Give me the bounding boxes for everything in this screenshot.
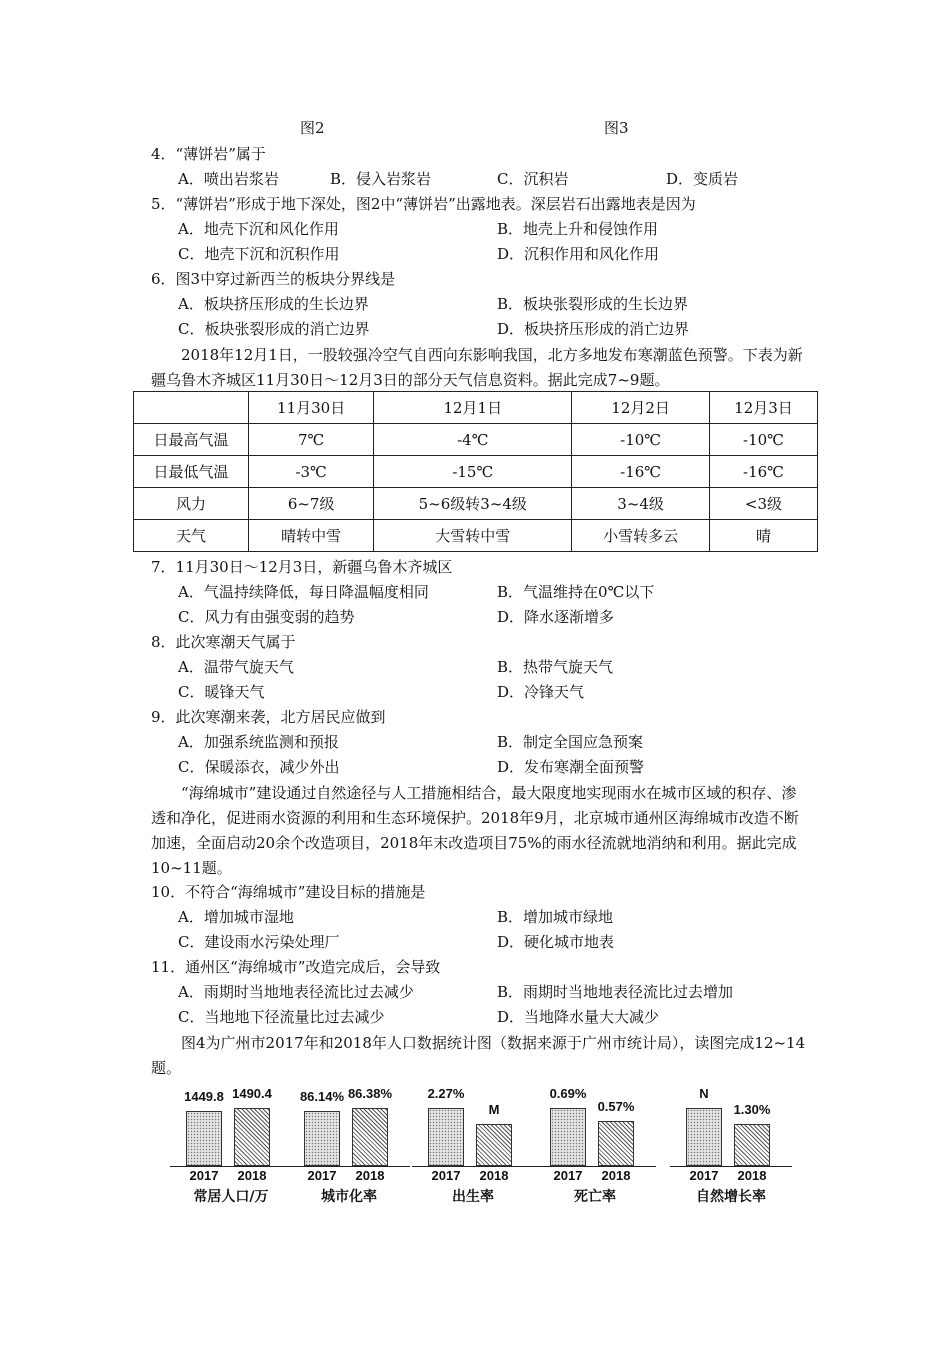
table-header-cell xyxy=(134,392,249,424)
q5-option-a: A．地壳下沉和风化作用 xyxy=(178,220,339,238)
q9-option-a: A．加强系统监测和预报 xyxy=(178,733,339,751)
year-label: 2018 xyxy=(355,1168,385,1183)
table-row xyxy=(134,520,818,552)
bar-2017 xyxy=(686,1108,722,1166)
year-label: 2017 xyxy=(307,1168,337,1183)
q6-option-a: A．板块挤压形成的生长边界 xyxy=(178,295,369,313)
q10-option-c: C．建设雨水污染处理厂 xyxy=(178,933,340,951)
table-header-cell: 12月3日 xyxy=(709,392,817,424)
table-cell: -3℃ xyxy=(249,456,374,488)
bar-2017 xyxy=(304,1111,340,1166)
table-cell: 6~7级 xyxy=(249,488,374,520)
q5-option-b: B．地壳上升和侵蚀作用 xyxy=(497,220,659,238)
table-cell: 天气 xyxy=(134,520,249,552)
q7-option-d: D．降水逐渐增多 xyxy=(497,608,615,626)
table-cell: -4℃ xyxy=(374,424,572,456)
chart-panel xyxy=(534,1086,656,1210)
table-cell: 大雪转中雪 xyxy=(374,520,572,552)
bar-2018 xyxy=(598,1121,634,1166)
figure-3-label: 图3 xyxy=(604,119,629,137)
chart-category-label: 死亡率 xyxy=(574,1189,616,1205)
table-row xyxy=(134,424,818,456)
bar-2017 xyxy=(550,1108,586,1166)
table-cell: 3~4级 xyxy=(572,488,710,520)
intro-10-11: “海绵城市”建设通过自然途径与人工措施相结合，最大限度地实现雨水在城市区域的积存、渗透和净化，促进雨水资源的利用和生态环境保护。2018年9月，北京城市通州区海绵城市改造不断加速，全面启动20余个改造项目，2018年末改造项目75%的雨水径流就地消纳和利用。据此完成10~11题。 xyxy=(151,784,799,877)
chart-baseline xyxy=(170,1166,292,1167)
question-11-stem: 11．通州区“海绵城市”改造完成后，会导致 xyxy=(151,958,441,976)
bar-value-label: N xyxy=(699,1086,709,1101)
table-cell: 晴转中雪 xyxy=(249,520,374,552)
question-5-stem: 5．“薄饼岩”形成于地下深处，图2中“薄饼岩”出露地表。深层岩石出露地表是因为 xyxy=(151,195,696,213)
question-6-stem: 6．图3中穿过新西兰的板块分界线是 xyxy=(151,270,396,288)
chart-category-label: 常居人口/万 xyxy=(193,1189,269,1205)
q10-option-d: D．硬化城市地表 xyxy=(497,933,615,951)
year-label: 2018 xyxy=(237,1168,267,1183)
year-label: 2018 xyxy=(601,1168,631,1183)
chart-panel xyxy=(412,1086,534,1210)
q6-option-c: C．板块张裂形成的消亡边界 xyxy=(178,320,370,338)
q10-option-b: B．增加城市绿地 xyxy=(497,908,614,926)
table-cell: 日最低气温 xyxy=(134,456,249,488)
chart-baseline xyxy=(670,1166,792,1167)
q8-option-b: B．热带气旋天气 xyxy=(497,658,614,676)
year-label: 2018 xyxy=(479,1168,509,1183)
q11-option-a: A．雨期时当地地表径流比过去减少 xyxy=(178,983,414,1001)
year-label: 2017 xyxy=(189,1168,219,1183)
chart-baseline xyxy=(412,1166,534,1167)
q11-option-b: B．雨期时当地地表径流比过去增加 xyxy=(497,983,734,1001)
table-cell: 7℃ xyxy=(249,424,374,456)
intro-12-14: 图4为广州市2017年和2018年人口数据统计图（数据来源于广州市统计局），读图完成12~14题。 xyxy=(151,1034,806,1077)
bar-2018 xyxy=(234,1108,270,1166)
weather-table xyxy=(133,391,818,552)
q7-option-c: C．风力有由强变弱的趋势 xyxy=(178,608,355,626)
table-cell: 小雪转多云 xyxy=(572,520,710,552)
q8-option-a: A．温带气旋天气 xyxy=(178,658,294,676)
question-10-stem: 10．不符合“海绵城市”建设目标的措施是 xyxy=(151,883,426,901)
bar-value-label: 1449.8 xyxy=(184,1089,224,1104)
figure-2-label: 图2 xyxy=(300,119,325,137)
q11-option-c: C．当地地下径流量比过去减少 xyxy=(178,1008,385,1026)
table-cell: 风力 xyxy=(134,488,249,520)
table-cell: -16℃ xyxy=(572,456,710,488)
q5-option-d: D．沉积作用和风化作用 xyxy=(497,245,660,263)
chart-panel xyxy=(670,1086,792,1210)
table-cell: 日最高气温 xyxy=(134,424,249,456)
table-header-row xyxy=(134,392,818,424)
table-cell: <3级 xyxy=(709,488,817,520)
q10-option-a: A．增加城市湿地 xyxy=(178,908,294,926)
bar-value-label: 0.57% xyxy=(597,1099,635,1114)
question-7-stem: 7．11月30日～12月3日，新疆乌鲁木齐城区 xyxy=(151,558,453,576)
table-cell: -10℃ xyxy=(709,424,817,456)
bar-2018 xyxy=(476,1124,512,1166)
bar-value-label: 2.27% xyxy=(427,1086,465,1101)
q7-option-a: A．气温持续降低，每日降温幅度相同 xyxy=(178,583,429,601)
q4-option-c: C．沉积岩 xyxy=(497,170,569,188)
bar-value-label: 0.69% xyxy=(549,1086,587,1101)
bar-2018 xyxy=(352,1108,388,1166)
bar-value-label: 86.14% xyxy=(299,1089,345,1104)
bar-2018 xyxy=(734,1124,770,1166)
bar-value-label: 1490.4 xyxy=(232,1086,272,1101)
q4-option-a: A．喷出岩浆岩 xyxy=(178,170,279,188)
q9-option-b: B．制定全国应急预案 xyxy=(497,733,644,751)
q9-option-c: C．保暖添衣，减少外出 xyxy=(178,758,340,776)
q4-option-b: B．侵入岩浆岩 xyxy=(330,170,432,188)
q8-option-d: D．冷锋天气 xyxy=(497,683,585,701)
chart-baseline xyxy=(534,1166,656,1167)
question-9-stem: 9．此次寒潮来袭，北方居民应做到 xyxy=(151,708,386,726)
chart-baseline xyxy=(288,1166,410,1167)
table-cell: -16℃ xyxy=(709,456,817,488)
q5-option-c: C．地壳下沉和沉积作用 xyxy=(178,245,340,263)
table-header-cell: 12月1日 xyxy=(374,392,572,424)
q11-option-d: D．当地降水量大大减少 xyxy=(497,1008,660,1026)
q6-option-b: B．板块张裂形成的生长边界 xyxy=(497,295,689,313)
table-cell: 晴 xyxy=(709,520,817,552)
table-header-cell: 12月2日 xyxy=(572,392,710,424)
table-cell: 5~6级转3~4级 xyxy=(374,488,572,520)
bar-2017 xyxy=(186,1111,222,1166)
question-4-stem: 4．“薄饼岩”属于 xyxy=(151,145,266,163)
q7-option-b: B．气温维持在0℃以下 xyxy=(497,583,655,601)
bar-value-label: M xyxy=(488,1102,500,1117)
chart-category-label: 自然增长率 xyxy=(696,1189,766,1205)
q9-option-d: D．发布寒潮全面预警 xyxy=(497,758,645,776)
year-label: 2018 xyxy=(737,1168,767,1183)
table-row xyxy=(134,456,818,488)
question-8-stem: 8．此次寒潮天气属于 xyxy=(151,633,296,651)
chart-category-label: 城市化率 xyxy=(321,1189,377,1205)
chart-category-label: 出生率 xyxy=(452,1189,494,1205)
intro-7-9: 2018年12月1日，一股较强冷空气自西向东影响我国，北方多地发布寒潮蓝色预警。下表为新疆乌鲁木齐城区11月30日～12月3日的部分天气信息资料。据此完成7~9题。 xyxy=(151,346,803,389)
bar-value-label: 86.38% xyxy=(347,1086,393,1101)
q4-option-d: D．变质岩 xyxy=(666,170,739,188)
q8-option-c: C．暖锋天气 xyxy=(178,683,265,701)
table-row xyxy=(134,488,818,520)
bar-2017 xyxy=(428,1108,464,1166)
table-cell: -10℃ xyxy=(572,424,710,456)
table-cell: -15℃ xyxy=(374,456,572,488)
q6-option-d: D．板块挤压形成的消亡边界 xyxy=(497,320,690,338)
chart-panel xyxy=(170,1086,292,1210)
bar-value-label: 1.30% xyxy=(733,1102,771,1117)
year-label: 2017 xyxy=(689,1168,719,1183)
year-label: 2017 xyxy=(553,1168,583,1183)
year-label: 2017 xyxy=(431,1168,461,1183)
table-header-cell: 11月30日 xyxy=(249,392,374,424)
chart-panel xyxy=(288,1086,410,1210)
